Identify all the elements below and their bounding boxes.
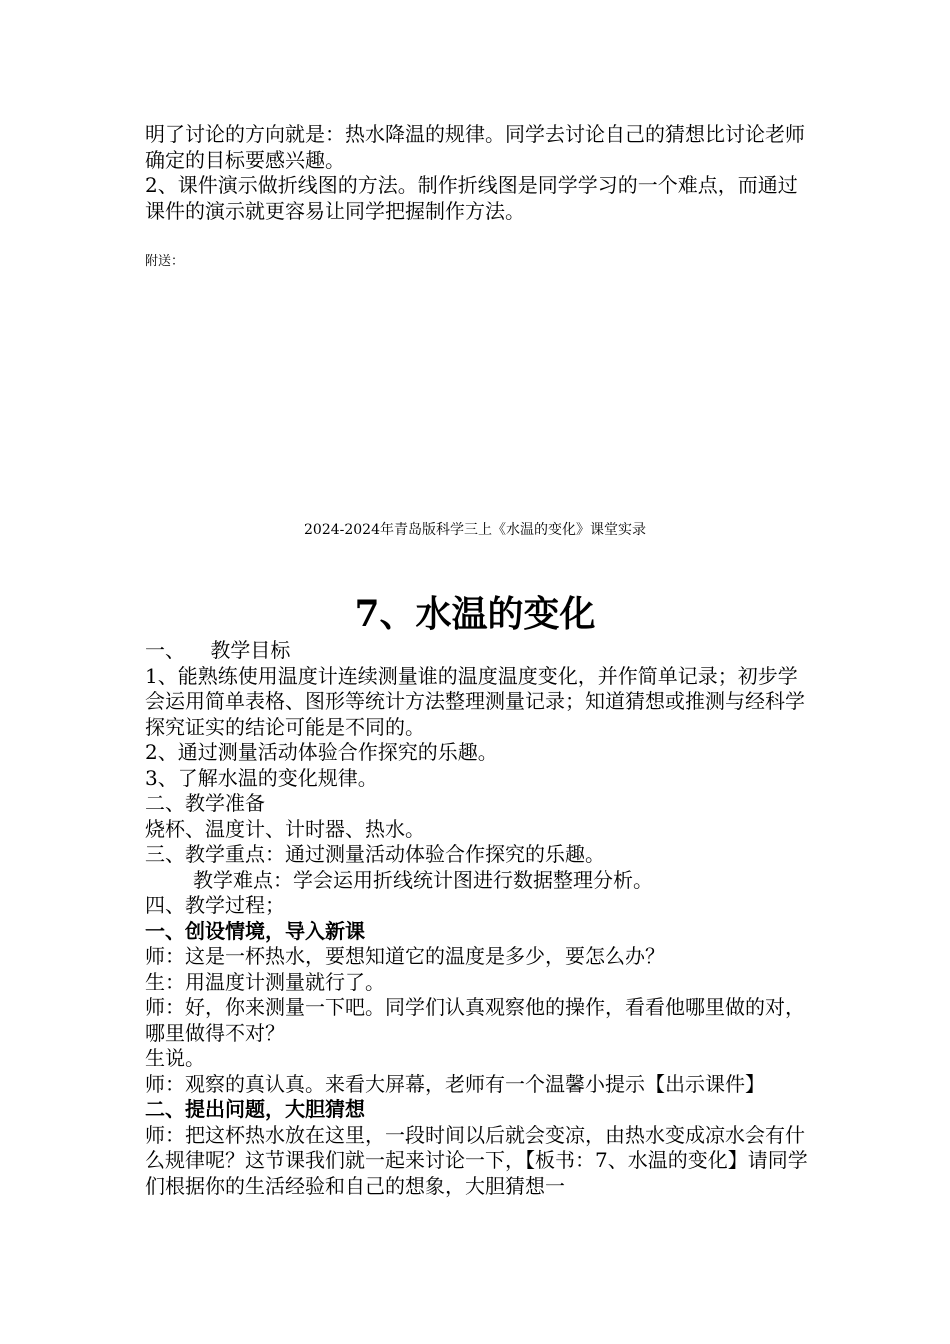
- goals-heading: 一、 教学目标: [145, 638, 291, 662]
- spacer: [145, 224, 817, 252]
- dialogue-line: 师：这是一杯热水，要想知道它的温度是多少，要怎么办？: [145, 944, 665, 968]
- spacer: [145, 540, 817, 590]
- goal-item-3: 3、了解水温的变化规律。: [145, 765, 378, 790]
- spacer: [145, 272, 817, 520]
- dialogue-line: 生：用温度计测量就行了。: [145, 969, 385, 994]
- difficult-point: 教学难点：学会运用折线统计图进行数据整理分析。: [193, 867, 653, 892]
- dialogue-line: 师：好，你来测量一下吧。同学们认真观察他的操作，看看他哪里做的对，哪里做得不对？: [145, 995, 805, 1045]
- section-2-heading: 二、提出问题，大胆猜想: [145, 1097, 365, 1121]
- key-point: 三、教学重点：通过测量活动体验合作探究的乐趣。: [145, 842, 605, 866]
- dialogue-line: 师：观察的真认真。来看大屏幕，老师有一个温馨小提示【出示课件】: [145, 1071, 765, 1096]
- prep-items: 烧杯、温度计、计时器、热水。: [145, 816, 425, 841]
- document-subtitle: 2024-2024年青岛版科学三上《水温的变化》课堂实录: [304, 522, 646, 538]
- paragraph-continuation: 明了讨论的方向就是：热水降温的规律。同学去讨论自己的猜想比讨论老师确定的目标要感兴趣。: [145, 122, 805, 172]
- dialogue-line: 生说。: [145, 1046, 205, 1070]
- paragraph-courseware-demo: 2、课件演示做折线图的方法。制作折线图是同学学习的一个难点，而通过课件的演示就更容易让同学把握制作方法。: [145, 173, 798, 223]
- page-title: 7、水温的变化: [354, 593, 596, 635]
- section-1-heading: 一、创设情境，导入新课: [145, 918, 365, 943]
- document-page: [145, 122, 817, 1199]
- appendix-label: 附送：: [145, 254, 185, 269]
- dialogue-line: 师：把这杯热水放在这里，一段时间以后就会变凉，由热水变成凉水会有什么规律呢？这节课我们就一起来讨论一下，【板书：7、水温的变化】请同学们根据你的生活经验和自己的想象，大胆猜想一: [145, 1122, 808, 1198]
- goal-item-1: 1、能熟练使用温度计连续测量谁的温度温度变化，并作简单记录；初步学会运用简单表格、图形等统计方法整理测量记录；知道猜想或推测与经科学探究证实的结论可能是不同的。: [145, 663, 805, 739]
- process-heading: 四、教学过程；: [145, 893, 285, 917]
- prep-heading: 二、教学准备: [145, 791, 265, 815]
- goal-item-2: 2、通过测量活动体验合作探究的乐趣。: [145, 740, 498, 764]
